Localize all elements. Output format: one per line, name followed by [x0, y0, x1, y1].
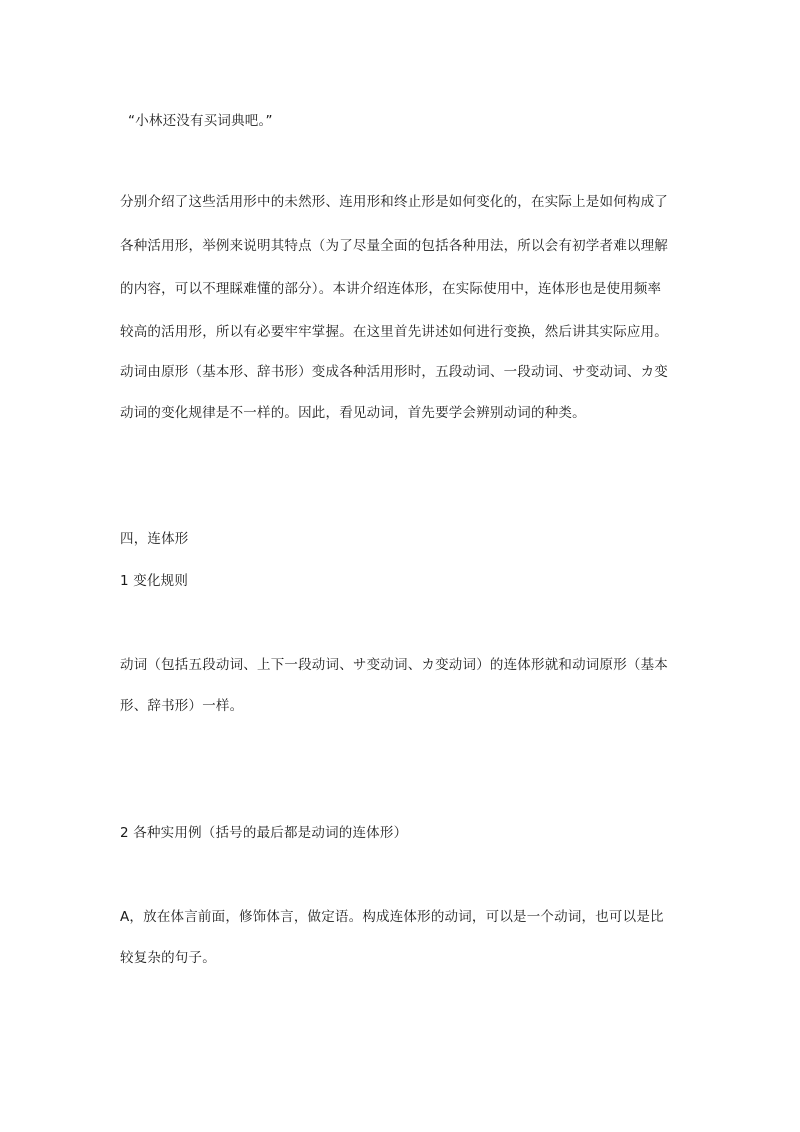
subsection-title-2: 2 各种实用例（括号的最后都是动词的连体形） [120, 825, 408, 841]
subsection-title-1: 1 变化规则 [120, 573, 189, 589]
section-title: 四，连体形 [120, 531, 189, 547]
intro-line-4: 较高的活用形，所以有必要牢牢掌握。在这里首先讲述如何进行变换，然后讲其实际应用。 [120, 324, 668, 340]
example-line-1: A，放在体言前面，修饰体言，做定语。构成连体形的动词，可以是一个动词，也可以是比 [120, 909, 664, 925]
intro-line-1: 分别介绍了这些活用形中的未然形、连用形和终止形是如何变化的，在实际上是如何构成了 [120, 194, 668, 210]
rule-line-2: 形、辞书形）一样。 [120, 698, 244, 714]
intro-line-5: 动词由原形（基本形、辞书形）变成各种活用形时，五段动词、一段动词、サ变动词、カ变 [120, 364, 668, 380]
quote-line: “小林还没有买词典吧。” [128, 113, 273, 129]
intro-line-2: 各种活用形，举例来说明其特点（为了尽量全面的包括各种用法，所以会有初学者难以理解 [120, 238, 668, 254]
example-line-2: 较复杂的句子。 [120, 950, 216, 966]
intro-line-6: 动词的变化规律是不一样的。因此，看见动词，首先要学会辨别动词的种类。 [120, 405, 586, 421]
intro-line-3: 的内容，可以不理睬难懂的部分）。本讲介绍连体形，在实际使用中，连体形也是使用频率 [120, 281, 662, 297]
rule-line-1: 动词（包括五段动词、上下一段动词、サ变动词、カ变动词）的连体形就和动词原形（基本 [120, 657, 668, 673]
